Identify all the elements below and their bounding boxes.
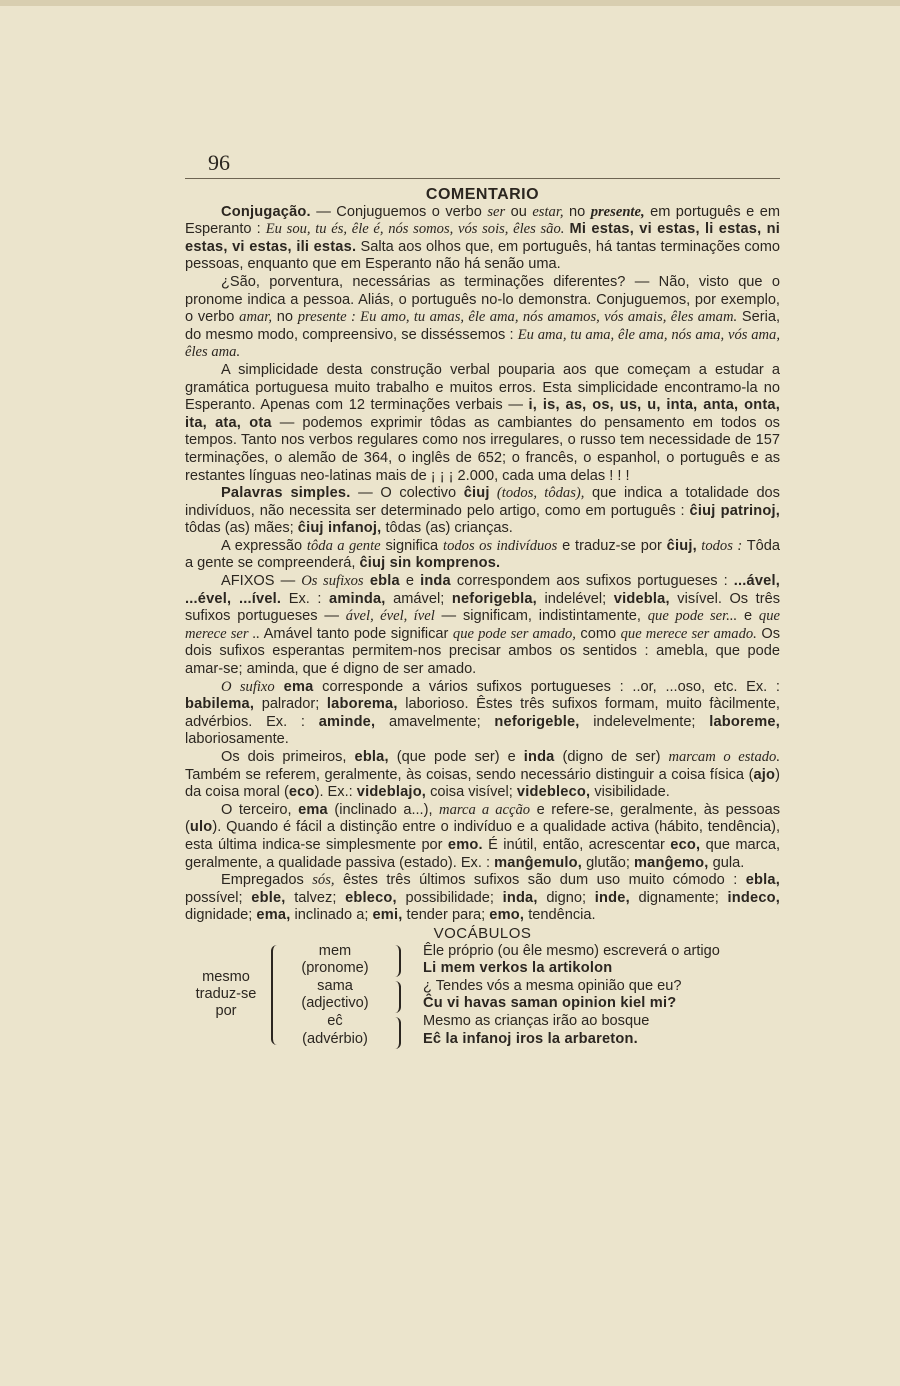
esperanto-text: inda bbox=[523, 749, 555, 765]
text: tôdas (as) crianças. bbox=[381, 520, 513, 537]
example-portuguese: Mesmo as crianças irão ao bosque bbox=[423, 1012, 650, 1029]
example-esperanto: Eĉ la infanoj iros la arbareton. bbox=[423, 1030, 638, 1047]
text: visível. Os três sufixos portugueses — bbox=[185, 590, 781, 625]
vocab-terms bbox=[281, 943, 389, 1049]
esperanto-text: eco bbox=[288, 784, 315, 801]
text: corresponde a vários sufixos portugueses : ..or, ...oso, etc. Ex. : bbox=[313, 678, 780, 695]
text: Salta aos olhos que, em português, há tantas terminações como pessoas, enquanto que em Esperanto não há senão uma. bbox=[185, 238, 781, 273]
page-top-edge bbox=[0, 0, 900, 6]
paragraph-simplicidade bbox=[185, 362, 780, 485]
italic-text: amar, bbox=[239, 309, 272, 326]
text: ) da coisa moral ( bbox=[185, 766, 780, 801]
paragraph-terminacoes bbox=[185, 274, 780, 362]
text: É inútil, então, acrescentar bbox=[482, 836, 671, 853]
text: tendência. bbox=[524, 907, 596, 924]
esperanto-text: neforigebla, bbox=[451, 590, 537, 607]
header-rule bbox=[185, 178, 780, 179]
text: laborioso. Êstes três sufixos formam, muito fàcilmente, advérbios. Ex. : bbox=[185, 696, 780, 730]
example-esperanto: Li mem verkos la artikolon bbox=[423, 960, 613, 977]
text: A expressão bbox=[221, 537, 307, 554]
text: tender para; bbox=[402, 907, 490, 924]
esperanto-text: indeco, bbox=[727, 889, 781, 906]
esperanto-text: manĝemulo, bbox=[494, 854, 583, 871]
paragraph-empregados bbox=[185, 872, 780, 925]
italic-text: que pode ser... bbox=[647, 608, 738, 625]
text: dignidade; bbox=[185, 907, 257, 924]
vocab-term: sama bbox=[317, 977, 353, 994]
text: A simplicidade desta construção verbal pouparia aos que começam a estudar a gramática portuguesa muito trabalho e muitos erros. Esta simplicidade encontramo-la no Esperanto. Apenas com 12 terminações verbais — bbox=[185, 361, 780, 414]
vocab-term-category: (advérbio) bbox=[302, 1030, 368, 1047]
text: digno; bbox=[537, 889, 595, 906]
esperanto-text: ebleco, bbox=[345, 889, 397, 906]
vocab-left-label bbox=[185, 969, 267, 1020]
text: (inclinado a...), bbox=[327, 801, 440, 818]
text: — significam, indistintamente, bbox=[434, 608, 648, 625]
text: e bbox=[399, 573, 421, 590]
text: O terceiro, bbox=[221, 801, 299, 818]
italic-text: todos os indivíduos bbox=[443, 537, 558, 554]
text: Amável tanto pode significar bbox=[259, 625, 453, 642]
italic-text: sós, bbox=[312, 872, 335, 889]
paragraph-expressao bbox=[185, 538, 780, 573]
esperanto-text: eco, bbox=[670, 836, 701, 853]
text: Empregados bbox=[221, 872, 313, 889]
esperanto-text: emo, bbox=[489, 907, 525, 924]
paragraph-terceiro bbox=[185, 802, 780, 872]
text: ). Quando é fácil a distinção entre o indivíduo e a qualidade activa (hábito, tendência), esta última indica-se simplesmente por bbox=[185, 819, 780, 853]
esperanto-text: Mi estas, vi estas, li estas, ni estas, vi estas, ili estas. bbox=[185, 221, 780, 255]
vocab-term: mem bbox=[318, 942, 352, 959]
italic-text: ável, ével, ível bbox=[345, 608, 435, 625]
right-brace bbox=[393, 945, 401, 977]
vocab-examples bbox=[423, 943, 783, 1049]
esperanto-text: ĉiuj infanoj, bbox=[297, 520, 382, 537]
text: palrador; bbox=[254, 696, 327, 713]
vocab-term-category: (adjectivo) bbox=[301, 995, 369, 1012]
text: visibilidade. bbox=[590, 784, 670, 801]
text: coisa visível; bbox=[426, 784, 517, 801]
esperanto-text: videblajo, bbox=[356, 784, 427, 801]
text: talvez; bbox=[285, 889, 346, 906]
text: e refere-se, geralmente, às pessoas ( bbox=[185, 801, 780, 836]
text: Ex. : bbox=[281, 590, 330, 607]
paragraph-lead: Conjugação. bbox=[221, 203, 311, 220]
esperanto-text: ...ável, ...ével, ...ível. bbox=[185, 573, 780, 607]
text: inclinado a; bbox=[290, 907, 373, 924]
text: em português e em Esperanto : bbox=[185, 203, 781, 238]
vocab-left-line: mesmo bbox=[202, 968, 250, 985]
italic-text: presente, bbox=[590, 203, 645, 220]
text: êstes três últimos sufixos são dum uso muito cómodo : bbox=[334, 872, 746, 889]
esperanto-text: babilema, bbox=[185, 696, 255, 713]
text: tôdas (as) mães; bbox=[185, 520, 298, 537]
esperanto-text: laboreme, bbox=[709, 713, 780, 730]
italic-text: Os sufixos bbox=[301, 573, 364, 590]
text: gula. bbox=[708, 854, 745, 871]
paragraph-dois-primeiros bbox=[185, 749, 780, 802]
esperanto-text: ema bbox=[298, 801, 328, 818]
esperanto-text: ema, bbox=[256, 907, 291, 924]
text: que marca, geralmente, a qualidade passiva (estado). Ex. : bbox=[185, 836, 780, 871]
text: ). Ex.: bbox=[314, 784, 357, 801]
text: que indica a totalidade dos indivíduos, não necessita ser determinado pelo artigo, como em português : bbox=[185, 485, 780, 519]
esperanto-text: manĝemo, bbox=[633, 854, 709, 871]
text: no bbox=[271, 309, 298, 326]
vocab-left-line: traduz-se bbox=[195, 985, 257, 1002]
text: amável; bbox=[385, 590, 452, 607]
vocab-term-category: (pronome) bbox=[301, 960, 369, 977]
text: (digno de ser) bbox=[554, 749, 669, 765]
esperanto-text: laborema, bbox=[326, 696, 398, 713]
example-portuguese: Êle próprio (ou êle mesmo) escreverá o artigo bbox=[423, 942, 720, 959]
paragraph-sufixo-ema bbox=[185, 679, 780, 749]
esperanto-text: ebla, bbox=[745, 872, 780, 889]
text: AFIXOS — bbox=[221, 573, 302, 590]
italic-text: (todos, tôdas), bbox=[489, 485, 585, 502]
example-esperanto: Ĉu vi havas saman opinion kiel mi? bbox=[423, 995, 677, 1012]
esperanto-text: emo. bbox=[447, 836, 483, 853]
esperanto-text: inda bbox=[420, 573, 451, 590]
text: significa bbox=[380, 537, 444, 554]
vocabulary-title: VOCÁBULOS bbox=[433, 924, 532, 942]
text: Os dois primeiros, bbox=[221, 749, 355, 765]
esperanto-text: ĉiuj bbox=[463, 485, 490, 502]
esperanto-text: inda, bbox=[502, 889, 538, 906]
esperanto-text: ĉiuj sin komprenos. bbox=[359, 555, 501, 572]
page-number: 96 bbox=[208, 150, 230, 175]
text: ou bbox=[505, 203, 533, 220]
esperanto-text: ĉiuj, bbox=[666, 537, 697, 554]
italic-text: tôda a gente bbox=[306, 537, 381, 554]
esperanto-text: neforigeble, bbox=[494, 713, 580, 730]
left-brace bbox=[271, 945, 279, 1045]
paragraph-lead: Palavras simples. bbox=[221, 485, 351, 502]
right-brace bbox=[393, 981, 401, 1013]
paragraph-afixos bbox=[185, 573, 780, 679]
italic-text: presente : Eu amo, tu amas, êle ama, nós amamos, vós amais, êles amam. bbox=[297, 309, 738, 326]
esperanto-text: emi, bbox=[372, 907, 403, 924]
text: Seria, do mesmo modo, compreensivo, se disséssemos : bbox=[185, 309, 781, 343]
text: correspondem aos sufixos portugueses : bbox=[450, 573, 734, 590]
esperanto-text: i, is, as, os, us, u, inta, anta, onta, ita, ata, ota bbox=[185, 397, 780, 431]
text: (que pode ser) e bbox=[388, 749, 524, 765]
text: ¿São, porventura, necessárias as terminações diferentes? — Não, visto que o pronome indica a pessoa. Aliás, o português no-lo demonstra. Conjuguemos, por exemplo, o verbo bbox=[185, 273, 780, 326]
vocab-term: eĉ bbox=[327, 1012, 343, 1029]
text: — O colectivo bbox=[350, 485, 464, 502]
text: e bbox=[737, 608, 759, 625]
italic-text: ser bbox=[487, 203, 506, 220]
esperanto-text: videbla, bbox=[613, 590, 670, 607]
paragraph-conjugacao bbox=[185, 204, 780, 274]
esperanto-text: ema bbox=[274, 678, 314, 695]
text: — podemos exprimir tôdas as cambiantes do pensamento em todos os tempos. Tanto nos verbos regulares como nos irregulares, o russo tem necessidade de 157 terminações, o alemão de 364, o inglês de 652; o francês, o espanhol, o português e as restantes línguas neo-latinas mais de ¡ ¡ ¡ 2.000, cada uma delas ! ! ! bbox=[185, 414, 780, 484]
esperanto-text: inde, bbox=[594, 889, 630, 906]
esperanto-text: aminda, bbox=[329, 590, 386, 607]
italic-text: marcam o estado. bbox=[668, 749, 780, 765]
text: Também se referem, geralmente, às coisas, sendo necessário distinguir a coisa física ( bbox=[185, 766, 754, 783]
esperanto-text: videbleco, bbox=[516, 784, 591, 801]
italic-text: Eu sou, tu és, êle é, nós somos, vós sois, êles são. bbox=[265, 221, 565, 238]
text: laboriosamente. bbox=[185, 731, 289, 748]
vocab-left-line: por bbox=[215, 1002, 237, 1019]
text: possibilidade; bbox=[396, 889, 503, 906]
vocabulary-table bbox=[185, 943, 780, 1051]
example-portuguese: ¿ Tendes vós a mesma opinião que eu? bbox=[423, 977, 682, 994]
text: Tôda a gente se compreenderá, bbox=[185, 537, 781, 572]
italic-text: estar, bbox=[532, 203, 564, 220]
italic-text: que pode ser amado, bbox=[452, 625, 576, 642]
text: no bbox=[563, 203, 591, 220]
text: glutão; bbox=[582, 854, 634, 871]
esperanto-text: eble, bbox=[251, 889, 286, 906]
paragraph-palavras-simples bbox=[185, 485, 780, 538]
italic-text: todos : bbox=[696, 537, 743, 554]
text: — Conjuguemos o verbo bbox=[310, 203, 488, 220]
esperanto-text: aminde, bbox=[318, 713, 376, 730]
text: e traduz-se por bbox=[557, 537, 667, 554]
right-brace bbox=[393, 1017, 401, 1049]
italic-text: que merece ser amado. bbox=[620, 625, 757, 642]
esperanto-text: ĉiuj patrinoj, bbox=[689, 502, 780, 519]
text: Os dois sufixos esperantas permitem-nos precisar ambos os sentidos : amebla, que pode amar-se; aminda, que é digno de ser amado. bbox=[185, 625, 780, 678]
section-heading: COMENTARIO bbox=[425, 186, 540, 203]
text: como bbox=[575, 625, 621, 642]
text: possível; bbox=[185, 889, 252, 906]
esperanto-text: ajo bbox=[753, 766, 776, 783]
text: indelével; bbox=[536, 590, 614, 607]
esperanto-text: ulo bbox=[189, 819, 213, 836]
text: dignamente; bbox=[629, 889, 728, 906]
text: amavelmente; bbox=[375, 713, 495, 730]
page-body bbox=[185, 186, 780, 1051]
text: indelevelmente; bbox=[579, 713, 710, 730]
italic-text: que merece ser .. bbox=[185, 608, 780, 642]
italic-text: Eu ama, tu ama, êle ama, nós ama, vós ama, êles ama. bbox=[185, 326, 780, 361]
italic-text: marca a acção bbox=[439, 801, 531, 818]
esperanto-text: ebla bbox=[363, 573, 400, 590]
esperanto-text: ebla, bbox=[354, 749, 389, 765]
italic-text: O sufixo bbox=[221, 678, 275, 695]
